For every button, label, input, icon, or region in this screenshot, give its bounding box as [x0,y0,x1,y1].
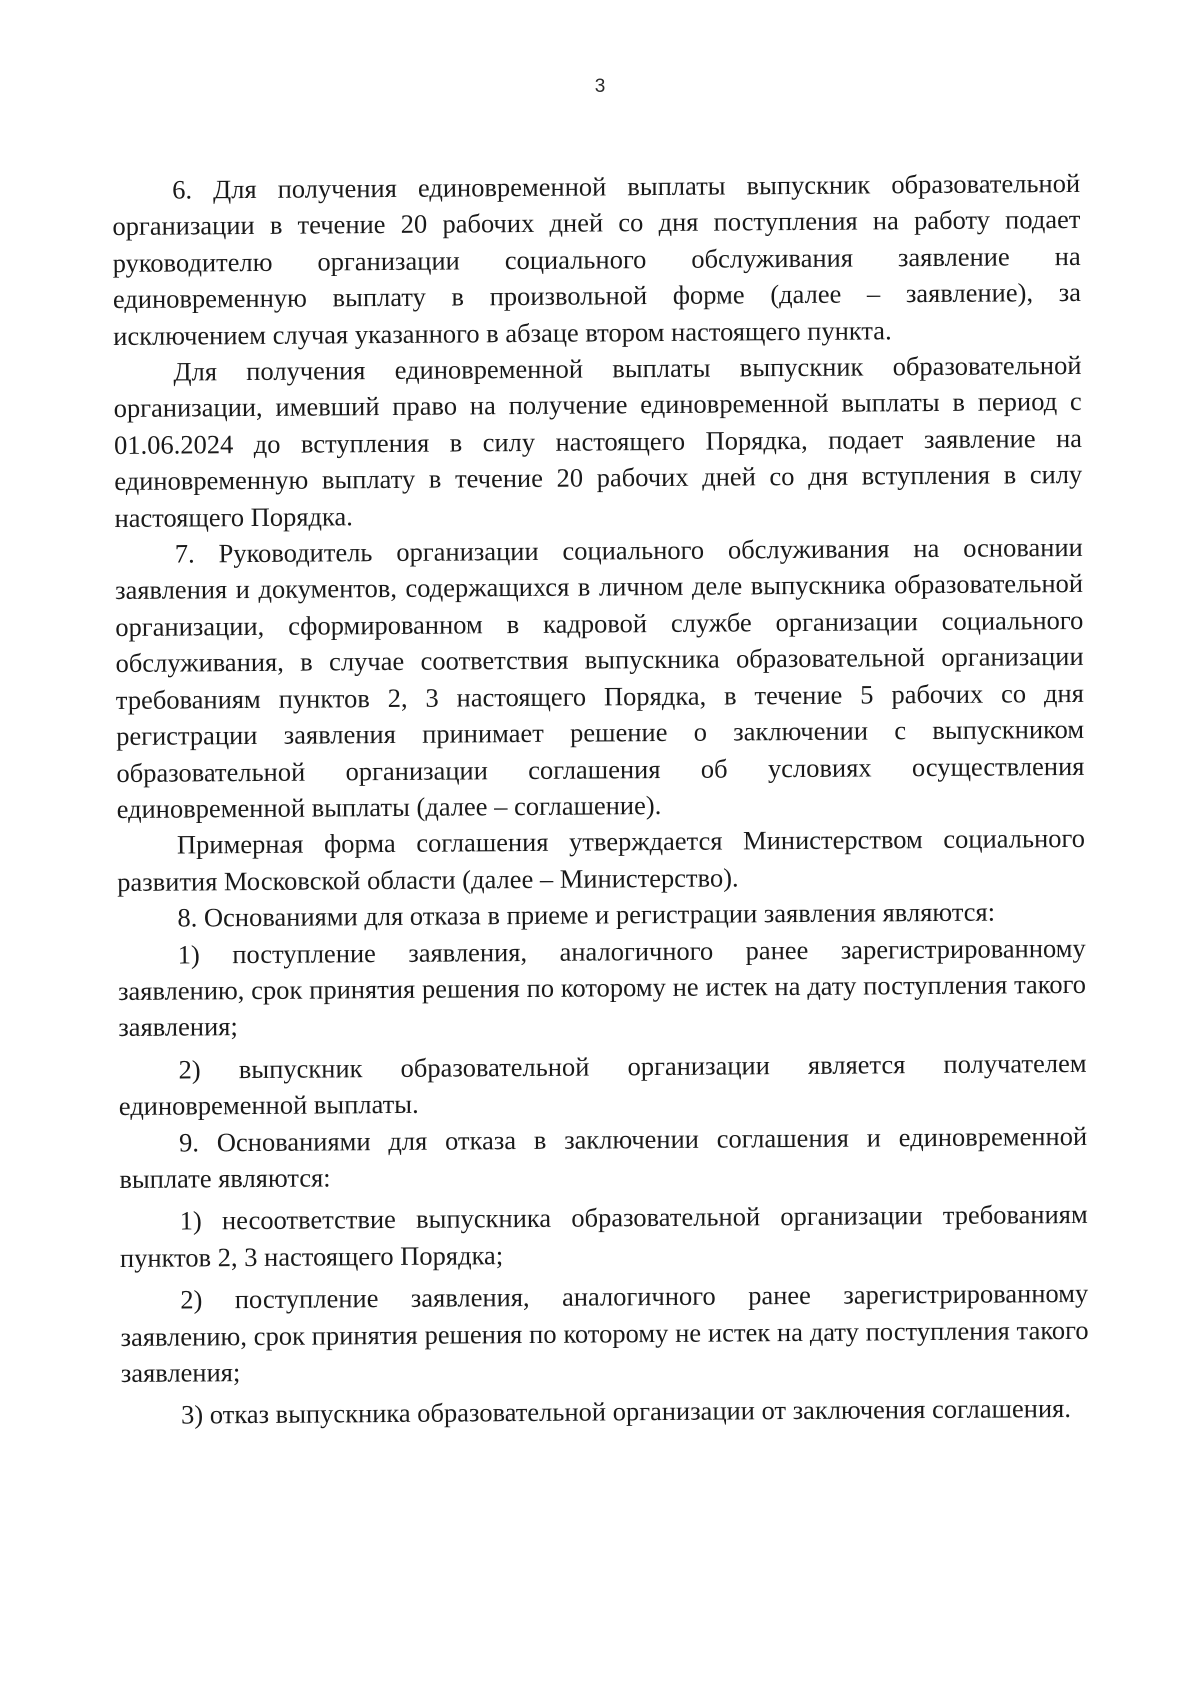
paragraph-8-item-1: 1) поступление заявления, аналогичного ранее зарегистрированному заявлению, срок принятия решения по которому не истек на дату поступления такого заявления; [117,932,1087,1043]
paragraph-9-item-1: 1) несоответствие выпускника образовательной организации требованиям пунктов 2, 3 настоящего Порядка; [119,1199,1088,1273]
paragraph-9: 9. Основаниями для отказа в заключении соглашения и единовременной выплате являются: [119,1120,1088,1194]
paragraph-8-item-2: 2) выпускник образовательной организации является получателем единовременной выплаты. [118,1047,1087,1122]
paragraph-9-item-3: 3) отказ выпускника образовательной организации от заключения соглашения. [181,1393,1072,1430]
paragraph-7-second: Примерная форма соглашения утверждается Министерством социального развития Московской области (далее – Министерство). [117,823,1086,897]
paragraph-9-item-2: 2) поступление заявления, аналогичного ранее зарегистрированному заявлению, срок принятия решения по которому не истек на дату поступления такого заявления; [120,1278,1089,1388]
page-number: 3 [594,76,606,97]
paragraph-6: 6. Для получения единовременной выплаты выпускник образовательной организации в течение 20 рабочих дней со дня поступления на работу подает руководителю организации социального обслуживания заявление на единовременную выплату в произвольной форме (далее – заявление), за исключением случая указанного в абзаце втором настоящего пункта. [112,167,1082,351]
paragraph-6-second: Для получения единовременной выплаты выпускник образовательной организации, имевший право на получение единовременной выплаты в период с 01.06.2024 до вступления в силу настоящего Порядка, подает заявление на единовременную выплату в течение 20 рабочих дней со дня вступления в силу настоящего Порядка. [113,349,1083,533]
paragraph-8: 8. Основаниями для отказа в приеме и регистрации заявления являются: [177,896,996,933]
document-body [112,165,1089,1434]
paragraph-7: 7. Руководитель организации социального обслуживания на основании заявления и документов, содержащихся в личном деле выпускника образовательной организации, сформированном в кадровой службе организации социального обслуживания, в случае соответствия выпускника образовательной организации требованиям пунктов 2, 3 настоящего Порядка, в течение 5 рабочих со дня регистрации заявления принимает решение о заключении с выпускником образовательной организации соглашения об условиях осуществления единовременной выплаты (далее – соглашение). [114,531,1085,824]
